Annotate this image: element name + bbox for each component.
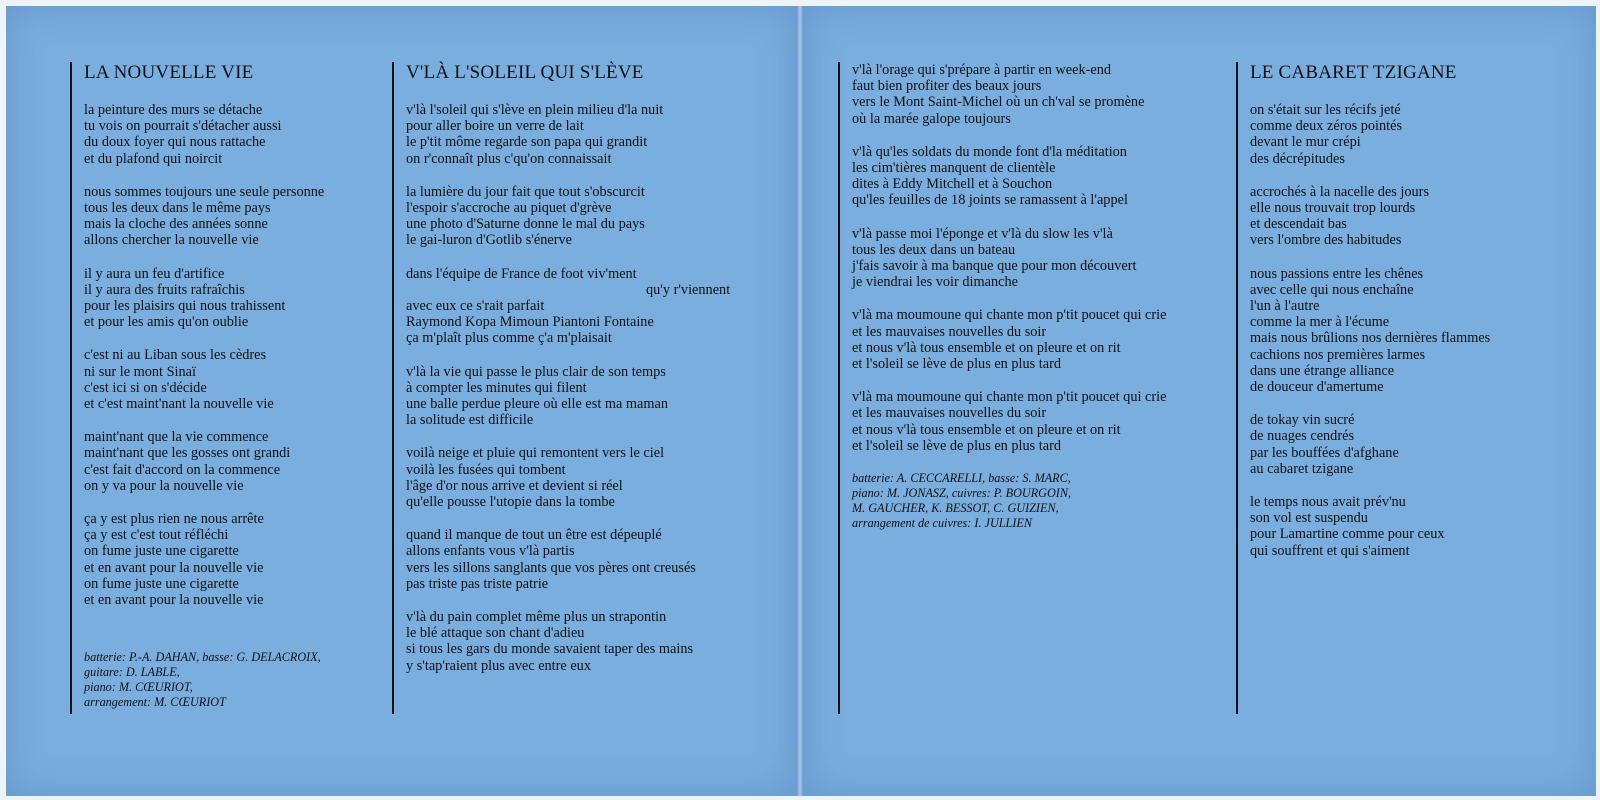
lyric-line: elle nous trouvait trop lourds [1250, 200, 1416, 217]
lyric-line: pas triste pas triste patrie [406, 575, 549, 592]
lyric-line: maint'nant que la vie commence [84, 429, 269, 446]
song-lyrics [1250, 102, 1566, 559]
lyric-line: de tokay vin sucré [1250, 412, 1355, 429]
credit-line: piano: M. JONASZ, cuivres: P. BOURGOIN, [852, 486, 1072, 501]
stanza [1250, 412, 1566, 477]
credit-line: arrangement de cuivres: I. JULLIEN [852, 516, 1032, 531]
lyric-line: voilà neige et pluie qui remontent vers le ciel [406, 445, 665, 462]
lyric-line: faut bien profiter des beaux jours [852, 78, 1042, 95]
lyric-line: par les bouffées d'afghane [1250, 444, 1399, 461]
song-title: V'LÀ L'SOLEIL QUI S'LÈVE [406, 62, 644, 83]
lyric-line: quand il manque de tout un être est dépeuplé [406, 527, 662, 544]
song-column-la-nouvelle-vie [70, 62, 380, 714]
lyric-line: je viendrai les voir dimanche [852, 274, 1018, 291]
lyric-line: dans l'équipe de France de foot viv'ment [406, 265, 637, 282]
lyric-line: et les mauvaises nouvelles du soir [852, 323, 1047, 340]
lyric-line: tous les deux dans un bateau [852, 241, 1016, 258]
lyric-line: v'là l'orage qui s'prépare à partir en week-end [852, 62, 1111, 78]
stanza [84, 266, 380, 331]
lyric-line: la solitude est difficile [406, 412, 534, 429]
booklet-spine [796, 6, 804, 796]
lyric-line: accrochés à la nacelle des jours [1250, 183, 1430, 200]
lyric-line: une balle perdue pleure où elle est ma maman [406, 396, 669, 413]
lyric-line: du doux foyer qui nous rattache [84, 134, 266, 151]
lyric-line: on s'était sur les récifs jeté [1250, 102, 1401, 118]
lyric-line: vers les sillons sanglants que vos pères ont creusés [406, 559, 696, 576]
song-title: LE CABARET TZIGANE [1250, 62, 1457, 83]
lyric-line: v'là du pain complet même plus un strapontin [406, 609, 667, 626]
credit-line: batterie: A. CECCARELLI, basse: S. MARC, [852, 471, 1071, 486]
lyric-line: avec celle qui nous enchaîne [1250, 281, 1414, 298]
lyric-line: nous passions entre les chênes [1250, 265, 1424, 282]
lyric-line: on fume juste une cigarette [84, 543, 239, 560]
stanza [1250, 102, 1566, 167]
stanza [852, 144, 1218, 209]
lyric-line: tu vois on pourrait s'détacher aussi [84, 118, 282, 135]
lyric-line: il y aura un feu d'artifice [84, 265, 225, 282]
stanza [406, 184, 772, 249]
lyric-line: v'là l'soleil qui s'lève en plein milieu d'la nuit [406, 102, 664, 118]
stanza [406, 527, 772, 592]
credit-line: piano: M. CŒURIOT, [84, 680, 193, 694]
lyric-line: de douceur d'amertume [1250, 379, 1384, 396]
song-credits [84, 650, 321, 710]
lyric-line: au cabaret tzigane [1250, 460, 1354, 477]
lyric-line: et c'est maint'nant la nouvelle vie [84, 396, 274, 413]
stanza [1250, 184, 1566, 249]
stanza [406, 102, 772, 167]
lyric-line: j'fais savoir à ma banque que pour mon découvert [852, 258, 1137, 275]
stanza [852, 62, 1218, 127]
lyric-line: l'espoir s'accroche au piquet d'grève [406, 200, 612, 217]
lyric-line: qu'y r'viennent [646, 281, 731, 298]
lyric-line: ça y est plus rien ne nous arrête [84, 511, 264, 528]
lyric-line: tous les deux dans le même pays [84, 200, 271, 217]
lyric-line: et descendait bas [1250, 216, 1347, 233]
stanza [406, 609, 772, 674]
lyric-line: allons enfants vous v'là partis [406, 543, 575, 560]
lyric-line: nous sommes toujours une seule personne [84, 183, 325, 200]
song-lyrics [406, 102, 772, 674]
lyric-line: pour aller boire un verre de lait [406, 118, 584, 135]
lyric-line: et nous v'là tous ensemble et on pleure et on rit [852, 421, 1121, 438]
lyric-line: voilà les fusées qui tombent [406, 461, 566, 478]
credit-line: batterie: P.-A. DAHAN, basse: G. DELACROIX, [84, 650, 321, 664]
lyric-line: mais nous brûlions nos dernières flammes [1250, 330, 1491, 347]
lyric-line: y s'tap'raient plus avec entre eux [406, 657, 591, 674]
lyric-line: v'là qu'les soldats du monde font d'la méditation [852, 143, 1127, 160]
credit-line: arrangement: M. CŒURIOT [84, 695, 226, 709]
credit-line: M. GAUCHER, K. BESSOT, C. GUIZIEN, [852, 501, 1059, 516]
lyric-line: on fume juste une cigarette [84, 575, 239, 592]
stanza [852, 226, 1218, 291]
credit-line: guitare: D. LABLE, [84, 665, 180, 679]
lyric-line: v'là ma moumoune qui chante mon p'tit poucet qui crie [852, 307, 1167, 324]
lyric-line: pour Lamartine comme pour ceux [1250, 526, 1445, 543]
stanza [406, 445, 772, 510]
lyric-line: v'là passe moi l'éponge et v'là du slow les v'là [852, 225, 1113, 242]
lyric-line: vers le Mont Saint-Michel où un ch'val se promène [852, 94, 1145, 111]
lyric-line: avec eux ce s'rait parfait [406, 298, 545, 315]
lyric-line: ça m'plaît plus comme ç'a m'plaisait [406, 330, 612, 347]
lyric-line: on y va pour la nouvelle vie [84, 477, 244, 494]
lyric-line: et pour les amis qu'on oublie [84, 314, 249, 331]
lyric-line: ça y est c'est tout réfléchi [84, 527, 229, 544]
lyric-line: qu'elle pousse l'utopie dans la tombe [406, 494, 615, 511]
lyric-line: il y aura des fruits rafraîchis [84, 281, 245, 298]
stanza [406, 364, 772, 429]
stanza [84, 511, 380, 608]
lyric-line: c'est ni au Liban sous les cèdres [84, 347, 267, 364]
lyric-line: si tous les gars du monde savaient taper des mains [406, 641, 694, 658]
song-credits [852, 471, 1218, 531]
lyric-line: l'un à l'autre [1250, 298, 1320, 315]
lyric-line: on r'connaît plus c'qu'on connaissait [406, 150, 612, 167]
lyric-line: c'est fait d'accord on la commence [84, 461, 281, 478]
lyric-line: mais la cloche des années sonne [84, 216, 268, 233]
lyric-line: et l'soleil se lève de plus en plus tard [852, 356, 1062, 373]
stanza [84, 102, 380, 167]
song-title: LA NOUVELLE VIE [84, 62, 254, 83]
lyric-line: qu'les feuilles de 18 joints se ramassent à l'appel [852, 192, 1128, 209]
stanza [852, 307, 1218, 372]
stanza [406, 266, 772, 347]
song-column-vla-lsoleil-continued [838, 62, 1218, 714]
lyric-line: dites à Eddy Mitchell et à Souchon [852, 176, 1053, 193]
lyric-line: v'là la vie qui passe le plus clair de son temps [406, 363, 666, 380]
lyric-line: Raymond Kopa Mimoun Piantoni Fontaine [406, 314, 654, 331]
lyric-line: le temps nous avait prév'nu [1250, 494, 1406, 511]
lyric-line: maint'nant que les gosses ont grandi [84, 445, 291, 462]
song-column-vla-lsoleil [392, 62, 772, 714]
lyric-line: comme deux zéros pointés [1250, 118, 1403, 135]
stanza [1250, 494, 1566, 559]
lyric-line: l'âge d'or nous arrive et devient si réel [406, 477, 623, 494]
lyric-line: des décrépitudes [1250, 150, 1345, 167]
lyric-line: devant le mur crépi [1250, 134, 1361, 151]
lyric-line: le gai-luron d'Gotlib s'énerve [406, 232, 572, 249]
lyric-line: le blé attaque son chant d'adieu [406, 625, 585, 642]
lyric-line: allons chercher la nouvelle vie [84, 232, 259, 249]
stanza [1250, 266, 1566, 396]
lyric-line: vers l'ombre des habitudes [1250, 232, 1402, 249]
lyric-line: pour les plaisirs qui nous trahissent [84, 298, 286, 315]
lyric-line: et en avant pour la nouvelle vie [84, 592, 264, 609]
lyric-line: v'là ma moumoune qui chante mon p'tit poucet qui crie [852, 389, 1167, 406]
lyric-line: de nuages cendrés [1250, 428, 1355, 445]
lyric-line: la peinture des murs se détache [84, 102, 263, 118]
lyric-line: son vol est suspendu [1250, 510, 1368, 527]
stanza [84, 347, 380, 412]
lyric-line: dans une étrange alliance [1250, 362, 1395, 379]
lyric-line: à compter les minutes qui filent [406, 379, 587, 396]
lyric-line: où la marée galope toujours [852, 110, 1011, 127]
lyric-line: c'est ici si on s'décide [84, 379, 207, 396]
lyric-line: et en avant pour la nouvelle vie [84, 559, 264, 576]
lyric-line: qui souffrent et qui s'aiment [1250, 542, 1410, 559]
song-lyrics [84, 102, 380, 608]
lyric-line: et l'soleil se lève de plus en plus tard [852, 437, 1062, 454]
song-lyrics [852, 62, 1218, 454]
lyric-line: et nous v'là tous ensemble et on pleure et on rit [852, 339, 1121, 356]
stanza [84, 429, 380, 494]
lyric-line: et les mauvaises nouvelles du soir [852, 405, 1047, 422]
song-column-le-cabaret-tzigane [1236, 62, 1566, 714]
lyric-line: la lumière du jour fait que tout s'obscurcit [406, 183, 645, 200]
lyric-line: ni sur le mont Sinaï [84, 363, 196, 380]
stanza [852, 389, 1218, 454]
lyric-line: et du plafond qui noircit [84, 150, 223, 167]
lyric-line: les cim'tières manquent de clientèle [852, 160, 1056, 177]
lyric-line: une photo d'Saturne donne le mal du pays [406, 216, 645, 233]
stanza [84, 184, 380, 249]
lyric-line: le p'tit môme regarde son papa qui grandit [406, 134, 648, 151]
lyric-line: comme la mer à l'écume [1250, 314, 1390, 331]
lyric-line: cachions nos premières larmes [1250, 346, 1426, 363]
